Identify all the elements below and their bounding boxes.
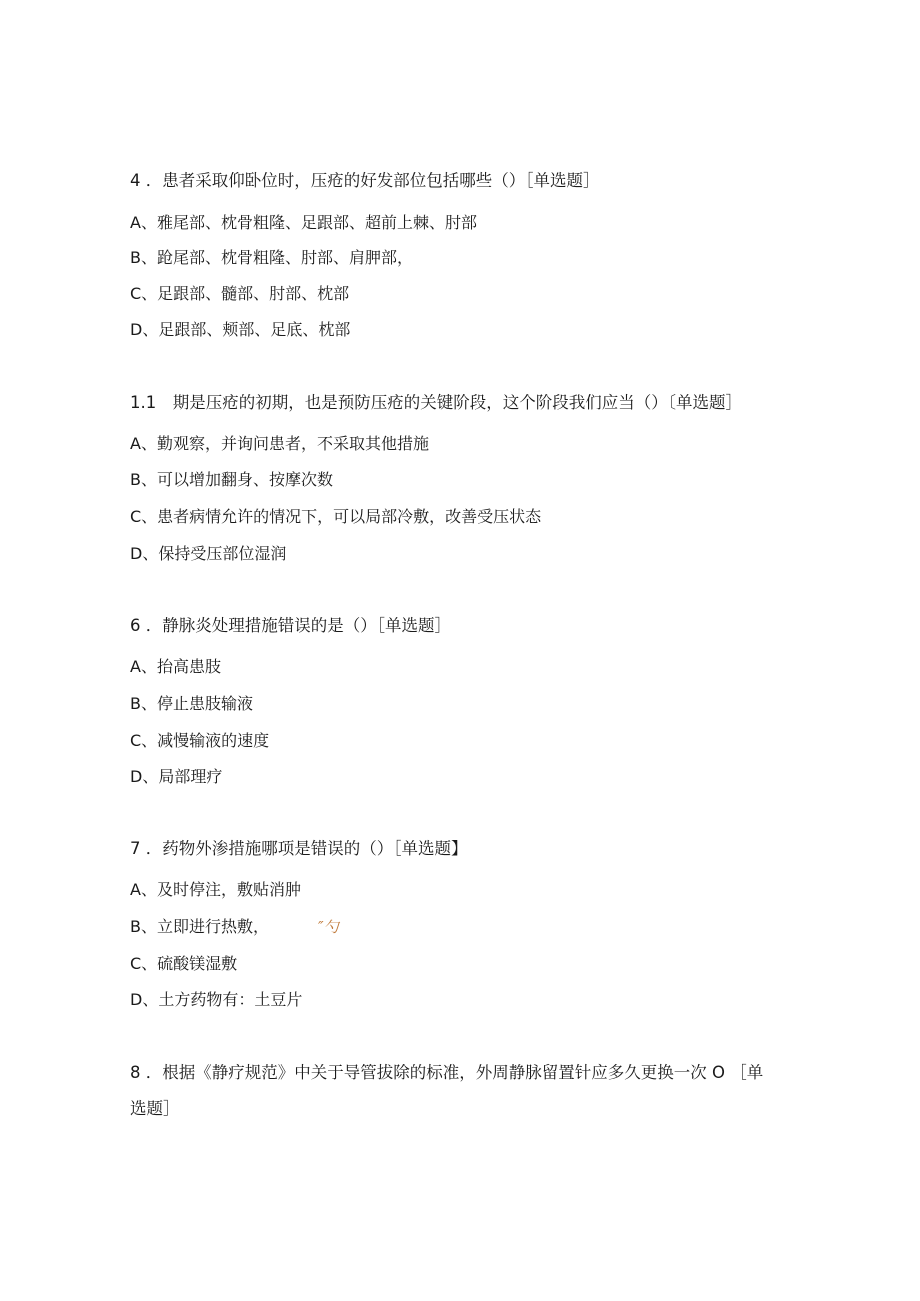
question-8-stem-line2: 选题］ xyxy=(130,1099,180,1118)
question-6-option-b: B、停止患肢输液 xyxy=(130,694,253,713)
question-4-stem: 4 ．患者采取仰卧位时，压疮的好发部位包括哪些（）［单选题］ xyxy=(130,171,600,190)
question-7-option-a: A、及时停注，敷贴消肿 xyxy=(130,880,301,899)
question-4-option-c: C、足跟部、髓部、肘部、枕部 xyxy=(130,284,350,303)
handwritten-mark: ″勺 xyxy=(318,918,339,936)
question-1-1-option-a: A、勤观察，并询问患者，不采取其他措施 xyxy=(130,434,429,453)
question-7-option-b: B、立即进行热敷， xyxy=(130,917,269,936)
question-1-1-option-c: C、患者病情允许的情况下，可以局部冷敷，改善受压状态 xyxy=(130,507,542,526)
question-4-option-b: B、跄尾部、枕骨粗隆、肘部、肩胛部， xyxy=(130,248,413,267)
question-7-option-c: C、硫酸镁湿敷 xyxy=(130,954,238,973)
question-1-1-option-d: D、保持受压部位湿润 xyxy=(130,544,287,563)
question-4-option-a: A、雅尾部、枕骨粗隆、足跟部、超前上棘、肘部 xyxy=(130,213,477,232)
question-6-option-d: D、局部理疗 xyxy=(130,767,223,786)
question-7-option-d: D、土方药物有：土豆片 xyxy=(130,990,303,1009)
question-7-stem: 7 ．药物外渗措施哪项是错误的（）［单选题】 xyxy=(130,839,468,858)
question-1-1-stem: 1.1 期是压疮的初期，也是预防压疮的关键阶段，这个阶段我们应当（）〔单选题］ xyxy=(130,393,742,412)
question-6-stem: 6 ．静脉炎处理措施错误的是（）［单选题］ xyxy=(130,616,451,635)
question-6-option-a: A、抬高患肢 xyxy=(130,657,221,676)
question-8-stem-line1: 8 ．根据《静疗规范》中关于导管拔除的标准，外周静脉留置针应多久更换一次 O ［单 xyxy=(130,1063,764,1082)
question-4-option-d: D、足跟部、颊部、足底、枕部 xyxy=(130,320,351,339)
question-6-option-c: C、减慢输液的速度 xyxy=(130,731,270,750)
question-1-1-option-b: B、可以增加翻身、按摩次数 xyxy=(130,470,333,489)
